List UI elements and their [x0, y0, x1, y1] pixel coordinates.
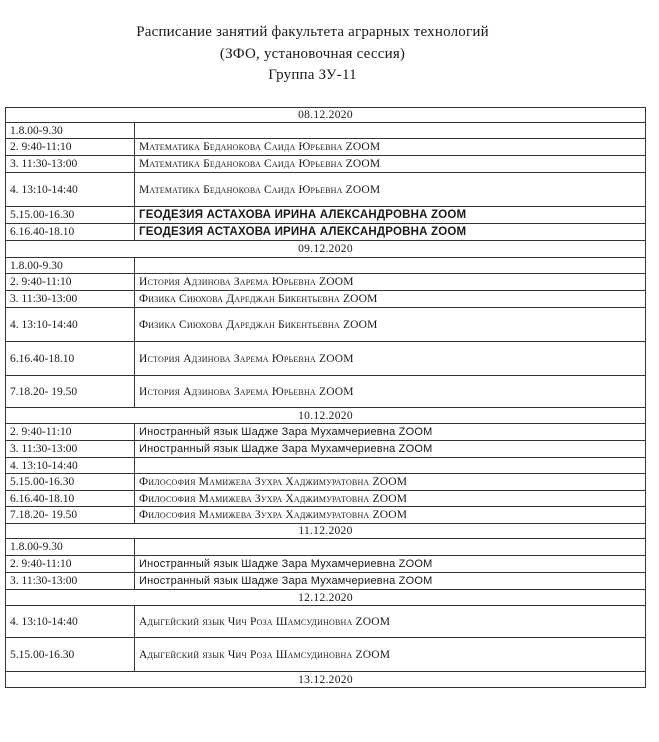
subject-cell: Иностранный язык Шадже Зара Мухамчериевна ZOOM [135, 424, 646, 441]
subject-cell: Адыгейский язык Чич Роза Шамсудиновна ZOOM [135, 606, 646, 638]
lesson-row [6, 573, 646, 590]
lesson-row [6, 258, 646, 274]
lesson-row [6, 441, 646, 458]
time-slot: 1.8.00-9.30 [6, 123, 135, 139]
time-slot: 7.18.20- 19.50 [6, 376, 135, 408]
date-row [6, 672, 646, 688]
subject-cell: История Адзинова Зарема Юрьевна ZOOM [135, 274, 646, 291]
time-slot: 5.15.00-16.30 [6, 207, 135, 224]
subject-cell: Адыгейский язык Чич Роза Шамсудиновна ZOOM [135, 638, 646, 672]
time-slot: 1.8.00-9.30 [6, 258, 135, 274]
lesson-row [6, 291, 646, 308]
subject-cell: Физика Сиюхова Дареджан Бикентьевна ZOOM [135, 308, 646, 342]
time-slot: 2. 9:40-11:10 [6, 274, 135, 291]
time-slot: 2. 9:40-11:10 [6, 556, 135, 573]
date-row [6, 108, 646, 123]
subject-cell: История Адзинова Зарема Юрьевна ZOOM [135, 376, 646, 408]
date-header: 10.12.2020 [6, 408, 646, 424]
lesson-row [6, 458, 646, 474]
date-header: 08.12.2020 [6, 108, 646, 123]
subject-cell: Иностранный язык Шадже Зара Мухамчериевна ZOOM [135, 556, 646, 573]
subject-cell [135, 458, 646, 474]
lesson-row [6, 606, 646, 638]
subject-cell: Философия Мамижева Зухра Хаджимуратовна ZOOM [135, 474, 646, 491]
time-slot: 2. 9:40-11:10 [6, 424, 135, 441]
lesson-row [6, 638, 646, 672]
date-row [6, 524, 646, 539]
lesson-row [6, 207, 646, 224]
time-slot: 3. 11:30-13:00 [6, 156, 135, 173]
subject-cell [135, 123, 646, 139]
subject-cell [135, 258, 646, 274]
document-subtitle: (ЗФО, установочная сессия) [219, 46, 406, 62]
date-header: 12.12.2020 [6, 590, 646, 606]
time-slot: 4. 13:10-14:40 [6, 606, 135, 638]
subject-cell: ГЕОДЕЗИЯ АСТАХОВА ИРИНА АЛЕКСАНДРОВНА ZOOM [135, 207, 646, 224]
date-header: 13.12.2020 [6, 672, 646, 688]
subject-cell: Философия Мамижева Зухра Хаджимуратовна ZOOM [135, 507, 646, 524]
lesson-row [6, 376, 646, 408]
subject-cell: Философия Мамижева Зухра Хаджимуратовна ZOOM [135, 491, 646, 507]
time-slot: 6.16.40-18.10 [6, 224, 135, 241]
lesson-row [6, 224, 646, 241]
time-slot: 2. 9:40-11:10 [6, 139, 135, 156]
date-header: 11.12.2020 [6, 524, 646, 539]
lesson-row [6, 556, 646, 573]
lesson-row [6, 123, 646, 139]
lesson-row [6, 491, 646, 507]
lesson-row [6, 424, 646, 441]
time-slot: 4. 13:10-14:40 [6, 173, 135, 207]
date-row [6, 408, 646, 424]
time-slot: 3. 11:30-13:00 [6, 573, 135, 590]
subject-cell [135, 539, 646, 556]
time-slot: 6.16.40-18.10 [6, 491, 135, 507]
date-row [6, 241, 646, 258]
subject-cell: Иностранный язык Шадже Зара Мухамчериевна ZOOM [135, 441, 646, 458]
time-slot: 4. 13:10-14:40 [6, 458, 135, 474]
lesson-row [6, 173, 646, 207]
lesson-row [6, 539, 646, 556]
subject-cell: Математика Беданокова Саида Юрьевна ZOOM [135, 156, 646, 173]
time-slot: 7.18.20- 19.50 [6, 507, 135, 524]
date-header: 09.12.2020 [6, 241, 646, 258]
schedule-table [5, 107, 646, 688]
subject-cell: История Адзинова Зарема Юрьевна ZOOM [135, 342, 646, 376]
subject-cell: Иностранный язык Шадже Зара Мухамчериевна ZOOM [135, 573, 646, 590]
lesson-row [6, 274, 646, 291]
time-slot: 5.15.00-16.30 [6, 638, 135, 672]
subject-cell: ГЕОДЕЗИЯ АСТАХОВА ИРИНА АЛЕКСАНДРОВНА ZOOM [135, 224, 646, 241]
subject-cell: Математика Беданокова Саида Юрьевна ZOOM [135, 139, 646, 156]
lesson-row [6, 474, 646, 491]
lesson-row [6, 156, 646, 173]
time-slot: 4. 13:10-14:40 [6, 308, 135, 342]
time-slot: 3. 11:30-13:00 [6, 441, 135, 458]
subject-cell: Математика Беданокова Саида Юрьевна ZOOM [135, 173, 646, 207]
time-slot: 1.8.00-9.30 [6, 539, 135, 556]
document-title: Расписание занятий факультета аграрных технологий [136, 24, 489, 40]
lesson-row [6, 308, 646, 342]
group-name: Группа ЗУ-11 [268, 67, 357, 83]
time-slot: 6.16.40-18.10 [6, 342, 135, 376]
date-row [6, 590, 646, 606]
time-slot: 5.15.00-16.30 [6, 474, 135, 491]
lesson-row [6, 507, 646, 524]
subject-cell: Физика Сиюхова Дареджан Бикентьевна ZOOM [135, 291, 646, 308]
lesson-row [6, 139, 646, 156]
time-slot: 3. 11:30-13:00 [6, 291, 135, 308]
lesson-row [6, 342, 646, 376]
